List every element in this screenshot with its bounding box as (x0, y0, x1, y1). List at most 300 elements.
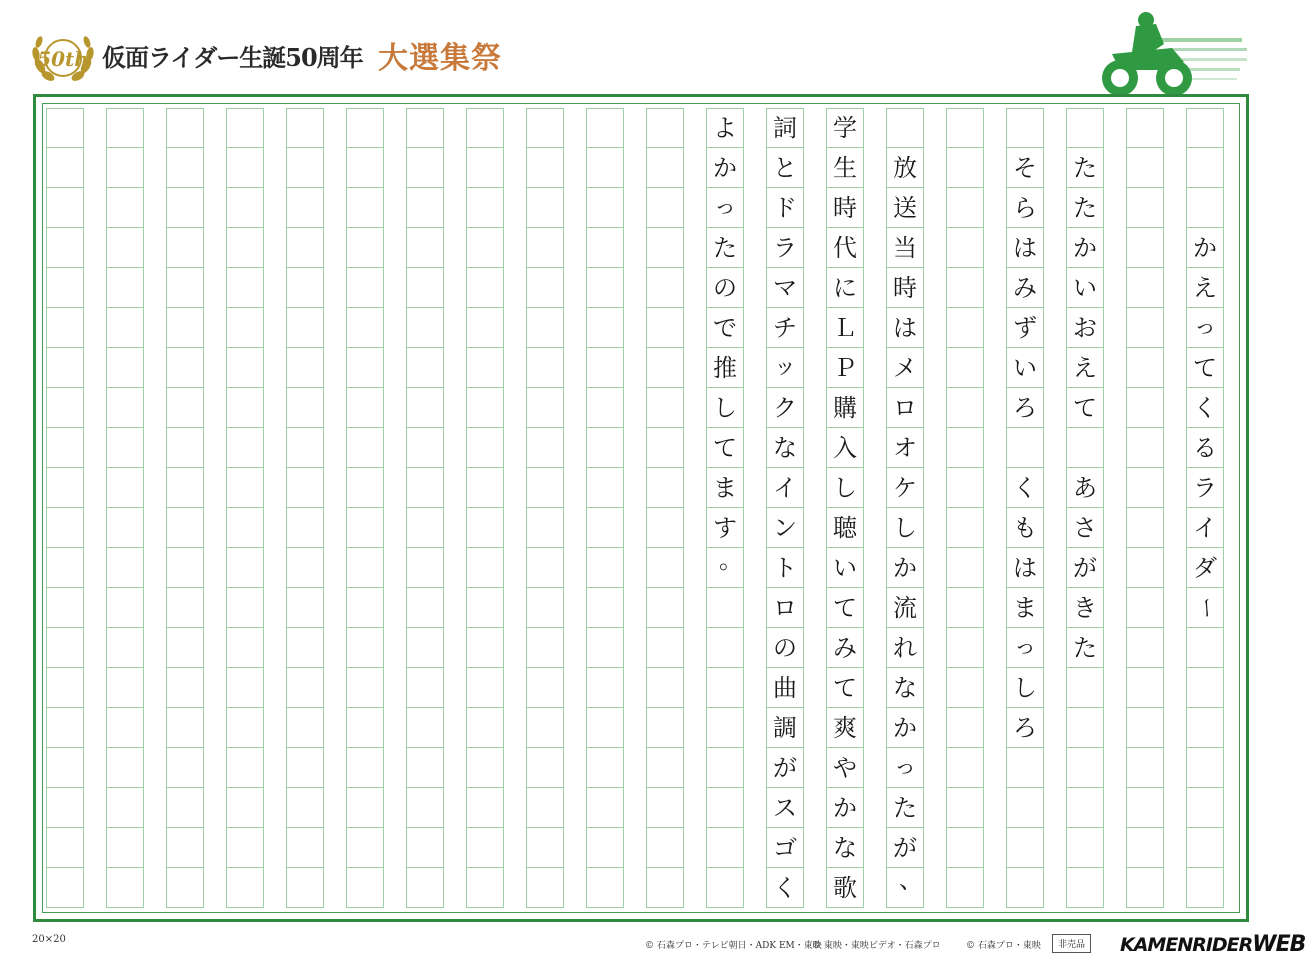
manuscript-cell (466, 548, 504, 588)
manuscript-column (886, 108, 924, 910)
manuscript-char: オ (893, 434, 917, 462)
manuscript-char: の (713, 274, 737, 302)
manuscript-char: 詞 (773, 114, 797, 142)
manuscript-cell (526, 628, 564, 668)
manuscript-char: ク (773, 394, 797, 422)
manuscript-cell (286, 228, 324, 268)
manuscript-cell (586, 708, 624, 748)
manuscript-cell (346, 388, 384, 428)
manuscript-inner-border (42, 103, 1240, 913)
manuscript-cell (466, 788, 504, 828)
manuscript-char: あ (1073, 474, 1097, 502)
manuscript-column (106, 108, 144, 910)
manuscript-cell (526, 508, 564, 548)
grid-size-label: 20×20 (32, 934, 66, 945)
manuscript-char: ロ (893, 394, 917, 422)
manuscript-cell (226, 828, 264, 868)
manuscript-cell (406, 788, 444, 828)
manuscript-cell (646, 228, 684, 268)
manuscript-cell (466, 468, 504, 508)
manuscript-cell (526, 428, 564, 468)
manuscript-cell (166, 788, 204, 828)
manuscript-cell (166, 188, 204, 228)
manuscript-cell (646, 548, 684, 588)
manuscript-cell (46, 748, 84, 788)
manuscript-char: ろ (1013, 714, 1037, 742)
manuscript-cell (946, 628, 984, 668)
manuscript-cell (946, 788, 984, 828)
manuscript-char: る (1193, 434, 1217, 462)
manuscript-cell (946, 428, 984, 468)
manuscript-cell (166, 108, 204, 148)
manuscript-cell (526, 748, 564, 788)
manuscript-cell (1066, 708, 1104, 748)
manuscript-cell (646, 508, 684, 548)
manuscript-cell (646, 428, 684, 468)
manuscript-cell (466, 148, 504, 188)
manuscript-cell (946, 828, 984, 868)
manuscript-char: 爽 (833, 714, 857, 742)
manuscript-cell (46, 868, 84, 908)
manuscript-cell (1126, 108, 1164, 148)
manuscript-cell (46, 828, 84, 868)
manuscript-cell (646, 868, 684, 908)
manuscript-char: Ｐ (833, 354, 857, 382)
manuscript-cell (406, 388, 444, 428)
manuscript-cell (1186, 628, 1224, 668)
manuscript-cell (286, 588, 324, 628)
manuscript-char: え (1193, 274, 1217, 302)
manuscript-cell (406, 308, 444, 348)
manuscript-cell (106, 868, 144, 908)
manuscript-char: ラ (1193, 474, 1217, 502)
manuscript-char: Ｌ (833, 314, 857, 342)
manuscript-char: ゴ (773, 834, 797, 862)
manuscript-char: 推 (713, 354, 737, 382)
manuscript-cell (526, 788, 564, 828)
manuscript-cell (346, 108, 384, 148)
manuscript-cell (106, 428, 144, 468)
manuscript-cell (226, 108, 264, 148)
manuscript-char: え (1073, 354, 1097, 382)
manuscript-cell (346, 508, 384, 548)
manuscript-cell (166, 348, 204, 388)
manuscript-char: が (893, 834, 917, 862)
manuscript-cell (526, 348, 564, 388)
manuscript-cell (1126, 388, 1164, 428)
manuscript-cell (226, 548, 264, 588)
manuscript-char: ー (1193, 596, 1218, 619)
manuscript-cell (406, 748, 444, 788)
manuscript-char: き (1073, 594, 1097, 622)
manuscript-cell (1186, 748, 1224, 788)
manuscript-cell (166, 668, 204, 708)
manuscript-char: は (893, 314, 917, 342)
manuscript-column (406, 108, 444, 910)
manuscript-cell (286, 788, 324, 828)
kamen-rider-web-logo (1120, 932, 1305, 957)
manuscript-char: た (1073, 634, 1097, 662)
manuscript-cell (706, 708, 744, 748)
manuscript-char: さ (1073, 514, 1097, 542)
manuscript-cell (106, 348, 144, 388)
manuscript-cell (1186, 188, 1224, 228)
manuscript-cell (1186, 148, 1224, 188)
manuscript-cell (46, 468, 84, 508)
manuscript-cell (946, 148, 984, 188)
manuscript-char: に (833, 274, 857, 302)
manuscript-char: た (893, 794, 917, 822)
manuscript-cell (586, 508, 624, 548)
manuscript-cell (586, 588, 624, 628)
manuscript-cell (946, 308, 984, 348)
manuscript-cell (166, 268, 204, 308)
manuscript-cell (1126, 268, 1164, 308)
manuscript-cell (466, 748, 504, 788)
manuscript-cell (946, 868, 984, 908)
manuscript-cell (286, 188, 324, 228)
manuscript-cell (346, 788, 384, 828)
manuscript-cell (1006, 748, 1044, 788)
manuscript-cell (646, 108, 684, 148)
manuscript-cell (526, 108, 564, 148)
page-title: 仮面ライダー生誕50周年 (102, 43, 363, 72)
manuscript-char: っ (1193, 315, 1216, 340)
manuscript-cell (1006, 828, 1044, 868)
manuscript-column (946, 108, 984, 910)
manuscript-cell (226, 668, 264, 708)
manuscript-cell (946, 508, 984, 548)
manuscript-char: し (713, 394, 737, 422)
manuscript-cell (646, 348, 684, 388)
manuscript-cell (526, 868, 564, 908)
manuscript-cell (646, 788, 684, 828)
manuscript-char: み (1013, 274, 1037, 302)
manuscript-cell (646, 308, 684, 348)
manuscript-cell (346, 828, 384, 868)
manuscript-cell (226, 388, 264, 428)
manuscript-cell (346, 548, 384, 588)
manuscript-char: い (833, 554, 857, 582)
manuscript-cell (526, 388, 564, 428)
manuscript-cell (1126, 788, 1164, 828)
manuscript-cell (1066, 788, 1104, 828)
manuscript-char: て (1073, 394, 1097, 422)
manuscript-cell (1126, 508, 1164, 548)
manuscript-cell (526, 708, 564, 748)
manuscript-char: マ (773, 274, 797, 302)
manuscript-cell (226, 348, 264, 388)
manuscript-cell (586, 388, 624, 428)
manuscript-cell (646, 828, 684, 868)
copyright-notice-3: © 石森プロ・東映 (966, 941, 1041, 951)
manuscript-cell (406, 348, 444, 388)
manuscript-char: ろ (1013, 394, 1037, 422)
manuscript-cell (346, 668, 384, 708)
manuscript-cell (1066, 748, 1104, 788)
manuscript-cell (466, 828, 504, 868)
manuscript-char: ず (1013, 314, 1037, 342)
manuscript-cell (466, 708, 504, 748)
manuscript-char: 当 (893, 234, 917, 262)
manuscript-cell (586, 668, 624, 708)
manuscript-column (46, 108, 84, 910)
manuscript-cell (406, 548, 444, 588)
manuscript-cell (526, 668, 564, 708)
manuscript-cell (1126, 428, 1164, 468)
manuscript-char: ス (773, 794, 797, 822)
manuscript-cell (406, 708, 444, 748)
manuscript-char: 生 (833, 154, 857, 182)
manuscript-char: 歌 (833, 874, 857, 902)
manuscript-cell (1126, 148, 1164, 188)
manuscript-char: て (1193, 354, 1217, 382)
manuscript-cell (286, 628, 324, 668)
manuscript-cell (226, 708, 264, 748)
manuscript-char: な (893, 674, 917, 702)
manuscript-char: し (893, 514, 917, 542)
manuscript-cell (706, 588, 744, 628)
manuscript-cell (1006, 108, 1044, 148)
manuscript-char: 曲 (773, 674, 797, 702)
manuscript-char: は (1013, 234, 1037, 262)
manuscript-cell (286, 468, 324, 508)
manuscript-cell (1126, 748, 1164, 788)
manuscript-cell (406, 188, 444, 228)
manuscript-cell (1066, 668, 1104, 708)
manuscript-cell (946, 268, 984, 308)
manuscript-char: 時 (833, 194, 857, 222)
manuscript-cell (106, 788, 144, 828)
manuscript-cell (286, 828, 324, 868)
manuscript-cell (106, 308, 144, 348)
manuscript-cell (646, 588, 684, 628)
manuscript-cell (346, 468, 384, 508)
manuscript-char: お (1073, 314, 1097, 342)
manuscript-cell (46, 348, 84, 388)
manuscript-cell (166, 228, 204, 268)
manuscript-cell (586, 268, 624, 308)
manuscript-cell (286, 108, 324, 148)
manuscript-cell (406, 268, 444, 308)
manuscript-cell (346, 268, 384, 308)
manuscript-column (346, 108, 384, 910)
manuscript-cell (346, 748, 384, 788)
manuscript-cell (106, 548, 144, 588)
manuscript-cell (286, 148, 324, 188)
manuscript-cell (46, 148, 84, 188)
manuscript-cell (286, 868, 324, 908)
manuscript-char: し (833, 474, 857, 502)
manuscript-cell (286, 708, 324, 748)
manuscript-char: た (1073, 194, 1097, 222)
manuscript-cell (406, 148, 444, 188)
manuscript-cell (1126, 868, 1164, 908)
manuscript-cell (646, 188, 684, 228)
manuscript-cell (526, 228, 564, 268)
manuscript-cell (46, 388, 84, 428)
manuscript-cell (106, 588, 144, 628)
manuscript-cell (646, 388, 684, 428)
manuscript-cell (106, 108, 144, 148)
manuscript-char: ダ (1193, 554, 1217, 582)
manuscript-cell (466, 428, 504, 468)
manuscript-char: や (833, 754, 857, 782)
manuscript-cell (1006, 788, 1044, 828)
manuscript-cell (586, 468, 624, 508)
manuscript-cell (1186, 108, 1224, 148)
manuscript-cell (166, 628, 204, 668)
manuscript-cell (1066, 828, 1104, 868)
manuscript-column (1186, 108, 1224, 910)
manuscript-cell (166, 148, 204, 188)
manuscript-cell (466, 388, 504, 428)
manuscript-cell (646, 268, 684, 308)
manuscript-cell (586, 348, 624, 388)
manuscript-cell (106, 148, 144, 188)
manuscript-cell (286, 508, 324, 548)
manuscript-cell (646, 148, 684, 188)
manuscript-cell (466, 668, 504, 708)
manuscript-cell (946, 228, 984, 268)
manuscript-cell (106, 828, 144, 868)
manuscript-char: か (713, 154, 737, 182)
manuscript-column (706, 108, 744, 910)
manuscript-cell (166, 748, 204, 788)
manuscript-column (166, 108, 204, 910)
manuscript-char: 放 (893, 154, 917, 182)
manuscript-cell (346, 308, 384, 348)
logo-word: KAMENRIDER (1120, 934, 1253, 956)
manuscript-char: た (1073, 154, 1097, 182)
manuscript-cell (166, 708, 204, 748)
manuscript-char: も (1013, 514, 1037, 542)
manuscript-cell (106, 268, 144, 308)
manuscript-column (586, 108, 624, 910)
manuscript-char: れ (893, 634, 917, 662)
manuscript-cell (1126, 468, 1164, 508)
manuscript-cell (226, 268, 264, 308)
manuscript-cell (406, 828, 444, 868)
manuscript-cell (466, 588, 504, 628)
manuscript-cell (586, 188, 624, 228)
manuscript-cell (286, 428, 324, 468)
manuscript-cell (706, 788, 744, 828)
manuscript-cell (706, 668, 744, 708)
manuscript-cell (646, 668, 684, 708)
manuscript-cell (946, 548, 984, 588)
manuscript-char: 購 (833, 394, 857, 422)
manuscript-char: か (833, 794, 857, 822)
manuscript-cell (586, 748, 624, 788)
manuscript-cell (466, 508, 504, 548)
manuscript-char: か (893, 554, 917, 582)
manuscript-cell (106, 628, 144, 668)
manuscript-char: そ (1013, 154, 1037, 182)
manuscript-cell (46, 628, 84, 668)
manuscript-char: 代 (833, 234, 857, 262)
manuscript-char: い (1013, 354, 1037, 382)
manuscript-cell (1186, 708, 1224, 748)
manuscript-cell (406, 468, 444, 508)
manuscript-column (226, 108, 264, 910)
manuscript-cell (586, 228, 624, 268)
rider-on-motorcycle-icon (1092, 8, 1252, 100)
manuscript-char: 学 (833, 114, 857, 142)
manuscript-cell (586, 828, 624, 868)
manuscript-cell (526, 308, 564, 348)
manuscript-cell (166, 868, 204, 908)
manuscript-cell (346, 868, 384, 908)
manuscript-cell (526, 828, 564, 868)
manuscript-cell (406, 628, 444, 668)
not-for-sale-badge: 非売品 (1052, 934, 1091, 953)
manuscript-cell (1126, 628, 1164, 668)
manuscript-cell (226, 628, 264, 668)
manuscript-cell (46, 788, 84, 828)
manuscript-cell (466, 268, 504, 308)
manuscript-cell (1126, 548, 1164, 588)
manuscript-cell (1126, 708, 1164, 748)
manuscript-cell (106, 188, 144, 228)
manuscript-cell (946, 468, 984, 508)
manuscript-cell (346, 148, 384, 188)
manuscript-char: ロ (773, 594, 797, 622)
manuscript-char: い (1073, 274, 1097, 302)
manuscript-cell (226, 788, 264, 828)
manuscript-char: ま (713, 474, 737, 502)
manuscript-cell (1126, 308, 1164, 348)
manuscript-char: か (1193, 234, 1217, 262)
svg-text:50th: 50th (37, 47, 89, 71)
manuscript-cell (166, 308, 204, 348)
manuscript-cell (46, 428, 84, 468)
manuscript-cell (1006, 868, 1044, 908)
manuscript-cell (346, 348, 384, 388)
manuscript-char: イ (773, 474, 797, 502)
manuscript-char: チ (773, 314, 797, 342)
manuscript-cell (646, 468, 684, 508)
manuscript-cell (946, 748, 984, 788)
manuscript-char: か (893, 714, 917, 742)
manuscript-cell (946, 388, 984, 428)
manuscript-char: よ (713, 114, 737, 142)
manuscript-char: ケ (893, 474, 917, 502)
logo-web: WEB (1252, 932, 1305, 957)
manuscript-cell (406, 228, 444, 268)
manuscript-char: な (833, 834, 857, 862)
manuscript-char: ン (773, 514, 797, 542)
manuscript-cell (886, 108, 924, 148)
manuscript-cell (46, 228, 84, 268)
manuscript-cell (466, 108, 504, 148)
manuscript-cell (706, 748, 744, 788)
manuscript-cell (466, 228, 504, 268)
manuscript-cell (46, 508, 84, 548)
manuscript-cell (286, 268, 324, 308)
manuscript-char: た (713, 234, 737, 262)
manuscript-cell (526, 468, 564, 508)
manuscript-cell (286, 668, 324, 708)
manuscript-cell (406, 588, 444, 628)
manuscript-cell (46, 708, 84, 748)
manuscript-cell (166, 388, 204, 428)
manuscript-char: が (773, 754, 797, 782)
manuscript-cell (1066, 868, 1104, 908)
manuscript-char (1066, 428, 1104, 468)
manuscript-cell (706, 828, 744, 868)
manuscript-cell (1126, 348, 1164, 388)
